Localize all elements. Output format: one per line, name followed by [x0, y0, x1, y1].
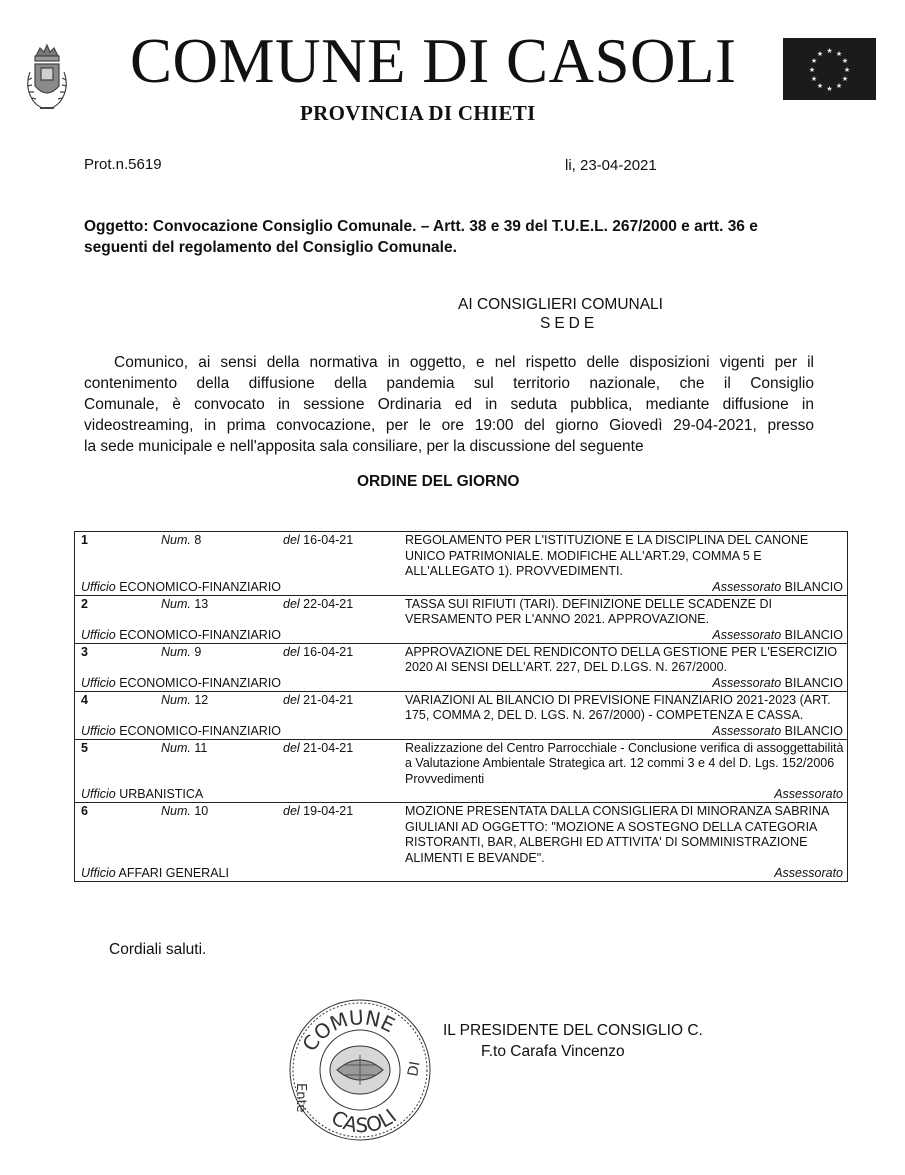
seal-left-text: Ente — [293, 1083, 308, 1113]
agenda-assessorato — [712, 628, 843, 643]
agenda-office — [81, 628, 281, 643]
del-label: del — [283, 596, 300, 611]
svg-text:★: ★ — [810, 75, 818, 83]
del-label: del — [283, 533, 300, 547]
agenda-office — [81, 724, 281, 739]
body-line: Comunale, è convocato in sessione Ordinaria ed in seduta pubblica, mediante diffusione in — [84, 396, 814, 413]
office-value: URBANISTICA — [119, 787, 204, 801]
num-label: Num. — [161, 740, 191, 755]
coat-of-arms-icon — [22, 42, 72, 118]
num-label: Num. — [161, 596, 191, 611]
agenda-proposal-number — [161, 597, 208, 611]
agenda-assessorato — [774, 787, 843, 802]
agenda-heading: ORDINE DEL GIORNO — [357, 473, 520, 490]
agenda-assessorato — [712, 580, 843, 595]
proposal-date-value: 21-04-21 — [303, 692, 354, 707]
svg-text:★: ★ — [835, 82, 843, 90]
assessorato-label: Assessorato — [712, 675, 782, 690]
ufficio-label: Ufficio — [81, 675, 116, 690]
agenda-cell — [75, 643, 848, 691]
body-paragraph — [84, 352, 814, 457]
agenda-item-text: TASSA SUI RIFIUTI (TARI). DEFINIZIONE DELLE SCADENZE DI VERSAMENTO PER L'ANNO 2021. APPROVAZIONE. — [405, 596, 772, 626]
addressee-location: SEDE — [540, 315, 599, 332]
assessorato-value: BILANCIO — [784, 675, 843, 690]
svg-text:★: ★ — [826, 47, 833, 55]
agenda-proposal-number — [161, 645, 201, 659]
agenda-assessorato — [712, 724, 843, 739]
body-line: contenimento della diffusione della pandemia sul territorio nazionale, che il Consiglio — [84, 375, 814, 392]
agenda-office — [81, 580, 281, 595]
document-date: li, 23-04-2021 — [565, 157, 657, 174]
office-value: ECONOMICO-FINANZIARIO — [119, 675, 282, 690]
proposal-date-value: 21-04-21 — [303, 740, 354, 755]
svg-text:★: ★ — [810, 57, 818, 65]
agenda-office — [81, 866, 229, 881]
agenda-row — [75, 643, 848, 691]
del-label: del — [283, 740, 300, 755]
agenda-proposal-number — [161, 533, 201, 547]
proposal-date-value: 19-04-21 — [303, 804, 354, 818]
municipality-title: COMUNE DI CASOLI — [130, 26, 737, 96]
agenda-proposal-date — [283, 645, 353, 659]
addressee-line: AI CONSIGLIERI COMUNALI — [458, 296, 663, 313]
seal-right-text: DI — [405, 1060, 424, 1078]
closing-greeting: Cordiali saluti. — [109, 941, 207, 958]
province-subtitle: PROVINCIA DI CHIETI — [300, 101, 536, 125]
num-label: Num. — [161, 533, 191, 547]
agenda-item-text: REGOLAMENTO PER L'ISTITUZIONE E LA DISCIPLINA DEL CANONE UNICO PATRIMONIALE. MODIFICHE ALL'ART.29, COMMA 5 E ALL'ALLEGATO 1). PROVVEDIMENTI. — [405, 533, 809, 578]
del-label: del — [283, 692, 300, 707]
agenda-item-text: Realizzazione del Centro Parrocchiale - Conclusione verifica di assoggettabilità a Valutazione Ambientale Strategica art. 12 commi 3 e 4 del D. Lgs. 152/2006 Provvedimenti — [405, 740, 844, 786]
agenda-row — [75, 691, 848, 739]
svg-text:★: ★ — [841, 75, 849, 83]
svg-text:★: ★ — [826, 85, 833, 93]
agenda-item-text: MOZIONE PRESENTATA DALLA CONSIGLIERA DI MINORANZA SABRINA GIULIANI AD OGGETTO: "MOZIONE A SOSTEGNO DELLA CATEGORIA RISTORANTI, BAR, ALBERGHI ED ATTIVITA' DI SOMMINISTRAZIONE ALIMENTI E BEVANDE". — [405, 804, 829, 865]
signatory-role: IL PRESIDENTE DEL CONSIGLIO C. — [443, 1022, 703, 1039]
seal-top-text: COMUNE — [297, 1005, 399, 1056]
agenda-item-number: 2 — [81, 596, 88, 611]
agenda-row — [75, 739, 848, 803]
agenda-item-number: 4 — [81, 692, 88, 707]
agenda-item-text: APPROVAZIONE DEL RENDICONTO DELLA GESTIONE PER L'ESERCIZIO 2020 AI SENSI DELL'ART. 227, DEL D.LGS. N. 267/2000. — [405, 644, 838, 674]
seal-bottom-text: CASOLI — [327, 1104, 401, 1138]
agenda-item-number: 3 — [81, 644, 88, 659]
proposal-date-value: 22-04-21 — [303, 596, 354, 611]
proposal-number-value: 11 — [194, 740, 208, 755]
ufficio-label: Ufficio — [81, 627, 116, 642]
assessorato-label: Assessorato — [712, 723, 782, 738]
agenda-cell — [75, 739, 848, 803]
proposal-number-value: 12 — [194, 692, 209, 707]
agenda-office — [81, 787, 203, 802]
agenda-item-number: 6 — [81, 804, 88, 818]
body-line: videostreaming, in prima convocazione, per le ore 19:00 del giorno Giovedì 29-04-2021, presso — [84, 417, 814, 434]
num-label: Num. — [161, 692, 191, 707]
agenda-proposal-number — [161, 741, 207, 755]
svg-text:★: ★ — [843, 66, 851, 74]
assessorato-value: BILANCIO — [784, 627, 843, 642]
agenda-proposal-number — [161, 693, 208, 707]
proposal-date-value: 16-04-21 — [303, 644, 354, 659]
body-line: la sede municipale e nell'apposita sala consiliare, per la discussione del seguente — [84, 438, 644, 455]
agenda-proposal-date — [283, 533, 353, 547]
ufficio-label: Ufficio — [81, 787, 116, 801]
assessorato-label: Assessorato — [712, 627, 782, 642]
assessorato-label: Assessorato — [774, 866, 843, 880]
proposal-number-value: 13 — [194, 596, 209, 611]
agenda-table — [74, 531, 848, 882]
assessorato-label: Assessorato — [774, 787, 843, 801]
proposal-number-value: 10 — [194, 804, 209, 818]
agenda-cell — [75, 691, 848, 739]
ufficio-label: Ufficio — [81, 723, 116, 738]
svg-text:★: ★ — [835, 50, 843, 58]
agenda-row — [75, 803, 848, 882]
proposal-date-value: 16-04-21 — [303, 533, 354, 547]
ufficio-label: Ufficio — [81, 579, 116, 594]
agenda-assessorato — [712, 676, 843, 691]
assessorato-value: BILANCIO — [784, 579, 843, 594]
agenda-proposal-date — [283, 741, 353, 755]
del-label: del — [283, 804, 300, 818]
municipal-seal-icon — [285, 995, 435, 1145]
agenda-item-text: VARIAZIONI AL BILANCIO DI PREVISIONE FINANZIARIO 2021-2023 (ART. 175, COMMA 2, DEL D. LGS. N. 267/2000) - COMPETENZA E CASSA. — [405, 692, 831, 722]
agenda-office — [81, 676, 281, 691]
agenda-proposal-number — [161, 804, 208, 818]
agenda-item-number: 1 — [81, 533, 88, 547]
protocol-number: Prot.n.5619 — [84, 156, 162, 173]
proposal-number-value: 8 — [194, 533, 202, 547]
office-value: ECONOMICO-FINANZIARIO — [119, 627, 282, 642]
ufficio-label: Ufficio — [81, 866, 116, 880]
agenda-cell — [75, 803, 848, 882]
office-value: ECONOMICO-FINANZIARIO — [119, 723, 282, 738]
num-label: Num. — [161, 804, 191, 818]
del-label: del — [283, 644, 300, 659]
agenda-cell — [75, 595, 848, 643]
subject-line: Oggetto: Convocazione Consiglio Comunale. – Artt. 38 e 39 del T.U.E.L. 267/2000 e artt. 36 e seguenti del regolamento del Consiglio Comunale. — [84, 218, 758, 256]
num-label: Num. — [161, 644, 191, 659]
svg-text:★: ★ — [816, 50, 824, 58]
agenda-proposal-date — [283, 693, 353, 707]
agenda-cell — [75, 532, 848, 596]
signatory-name: F.to Carafa Vincenzo — [481, 1043, 625, 1060]
agenda-proposal-date — [283, 597, 353, 611]
eu-flag-icon — [783, 38, 876, 100]
agenda-row — [75, 532, 848, 596]
body-line: Comunico, ai sensi della normativa in oggetto, e nel rispetto delle disposizioni vigenti per il — [114, 354, 814, 371]
proposal-number-value: 9 — [194, 644, 202, 659]
svg-text:★: ★ — [841, 57, 849, 65]
office-value: ECONOMICO-FINANZIARIO — [119, 579, 282, 594]
assessorato-label: Assessorato — [712, 579, 782, 594]
agenda-proposal-date — [283, 804, 353, 818]
svg-text:CASOLI — [327, 1104, 401, 1137]
agenda-row — [75, 595, 848, 643]
office-value: AFFARI GENERALI — [118, 866, 229, 880]
agenda-item-number: 5 — [81, 740, 88, 755]
agenda-assessorato — [774, 866, 843, 881]
svg-text:★: ★ — [816, 82, 824, 90]
svg-text:★: ★ — [808, 66, 816, 74]
assessorato-value: BILANCIO — [784, 723, 843, 738]
